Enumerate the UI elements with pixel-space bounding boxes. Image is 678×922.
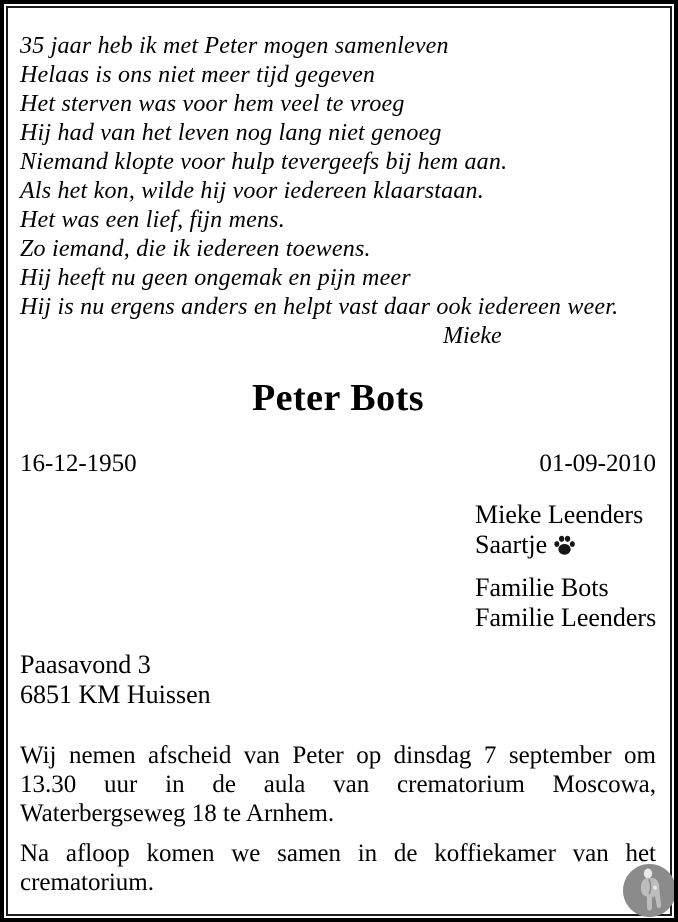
farewell-line: Wij nemen afscheid van Peter op dinsdag 7 september om	[20, 742, 656, 769]
poem-line: Hij had van het leven nog lang niet genoeg	[20, 120, 442, 146]
deceased-name: Peter Bots	[251, 377, 425, 419]
death-date: 01-09-2010	[539, 450, 656, 477]
life-dates	[20, 449, 656, 478]
announcement-border	[6, 6, 672, 916]
poem-line: Hij is nu ergens anders en helpt vast daar ook iedereen weer.	[20, 294, 619, 320]
signatory-spacer	[475, 560, 656, 573]
signatory-name: Familie Leenders	[475, 603, 657, 632]
reception-line: crematorium.	[20, 869, 154, 896]
address-street: Paasavond 3	[20, 650, 151, 679]
signatories-block	[475, 500, 656, 633]
signatory-name: Saartje	[475, 530, 656, 560]
signatory-name: Familie Bots	[475, 573, 609, 602]
reception-line: Na afloop komen we samen in de koffiekamer van het	[20, 840, 656, 867]
poem-line: 35 jaar heb ik met Peter mogen samenleven	[20, 33, 449, 59]
poem-line: Hij heeft nu geen ongemak en pijn meer	[20, 265, 411, 291]
poem-line: Zo iemand, die ik iedereen toewens.	[20, 236, 371, 262]
poem-line: Het was een lief, fijn mens.	[20, 207, 285, 233]
paw-print-icon	[553, 533, 576, 555]
poem-attribution: Mieke	[443, 323, 502, 349]
poem-line: Helaas is ons niet meer tijd gegeven	[20, 62, 376, 88]
farewell-line: 13.30 uur in de aula van crematorium Moscowa,	[20, 771, 656, 798]
birth-date: 16-12-1950	[20, 450, 137, 477]
signatory-name: Mieke Leenders	[475, 500, 644, 529]
poem-line: Niemand klopte voor hulp tevergeefs bij hem aan.	[20, 149, 508, 175]
reception-paragraph	[20, 839, 656, 897]
memorial-poem	[20, 32, 656, 322]
farewell-paragraph	[20, 741, 656, 828]
poem-line: Het sterven was voor hem veel te vroeg	[20, 91, 405, 117]
farewell-line: Waterbergseweg 18 te Arnhem.	[20, 800, 335, 827]
memorial-logo-icon	[623, 864, 676, 917]
correspondence-address	[20, 650, 656, 710]
address-city: 6851 KM Huissen	[20, 680, 211, 709]
poem-line: Als het kon, wilde hij voor iedereen klaarstaan.	[20, 178, 484, 204]
